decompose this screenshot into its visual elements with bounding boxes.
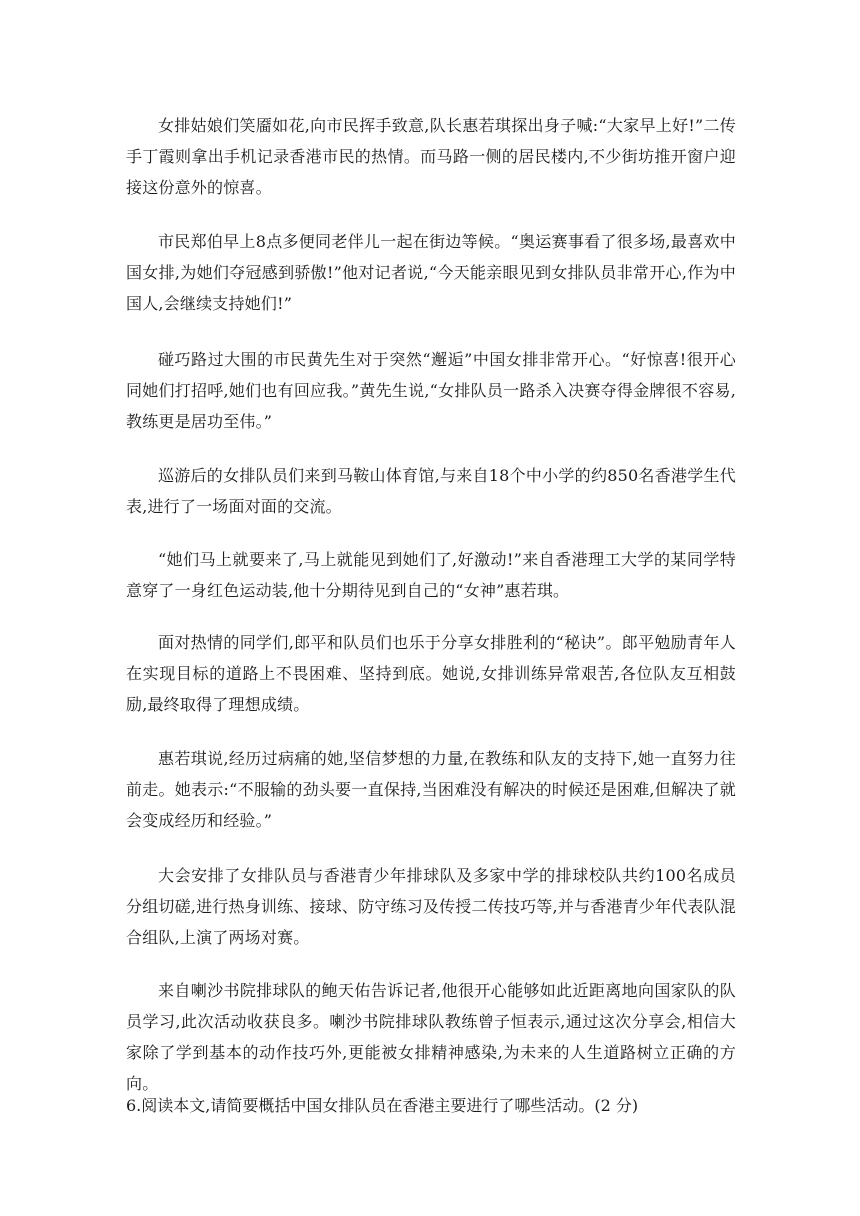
paragraph-2: 市民郑伯早上8点多便同老伴儿一起在街边等候。“奥运赛事看了很多场,最喜欢中国女排,为她们夺冠感到骄傲!”他对记者说,“今天能亲眼见到女排队员非常开心,作为中国人,会继续支持她们!” <box>126 232 736 313</box>
paragraph-6: 面对热情的同学们,郎平和队员们也乐于分享女排胜利的“秘诀”。郎平勉励青年人在实现目标的道路上不畏困难、坚持到底。她说,女排训练异常艰苦,各位队友互相鼓励,最终取得了理想成绩。 <box>126 633 736 714</box>
paragraph-3: 碰巧路过大围的市民黄先生对于突然“邂逅”中国女排非常开心。“好惊喜!很开心同她们打招呼,她们也有回应我。”黄先生说,“女排队员一路杀入决赛夺得金牌很不容易,教练更是居功至伟。” <box>126 350 736 431</box>
paragraph-1: 女排姑娘们笑靥如花,向市民挥手致意,队长惠若琪探出身子喊:“大家早上好!”二传手丁霞则拿出手机记录香港市民的热情。而马路一侧的居民楼内,不少街坊推开窗户迎接这份意外的惊喜。 <box>126 116 736 197</box>
paragraph-5: “她们马上就要来了,马上就能见到她们了,好激动!”来自香港理工大学的某同学特意穿了一身红色运动装,他十分期待见到自己的“女神”惠若琪。 <box>126 550 736 600</box>
paragraph-4: 巡游后的女排队员们来到马鞍山体育馆,与来自18个中小学的约850名香港学生代表,进行了一场面对面的交流。 <box>126 466 736 516</box>
paragraph-7: 惠若琪说,经历过病痛的她,坚信梦想的力量,在教练和队友的支持下,她一直努力往前走。她表示:“不服输的劲头要一直保持,当困难没有解决的时候还是困难,但解决了就会变成经历和经验。” <box>126 749 736 830</box>
question-6: 6.阅读本文,请简要概括中国女排队员在香港主要进行了哪些活动。(2 分) <box>126 1096 639 1115</box>
paragraph-8: 大会安排了女排队员与香港青少年排球队及多家中学的排球校队共约100名成员分组切磋,进行热身训练、接球、防守练习及传授二传技巧等,并与香港青少年代表队混合组队,上演了两场对赛。 <box>126 866 736 947</box>
paragraph-9: 来自喇沙书院排球队的鲍天佑告诉记者,他很开心能够如此近距离地向国家队的队员学习,此次活动收获良多。喇沙书院排球队教练曾子恒表示,通过这次分享会,相信大家除了学到基本的动作技巧外,更能被女排精神感染,为未来的人生道路树立正确的方向。 <box>126 981 736 1093</box>
